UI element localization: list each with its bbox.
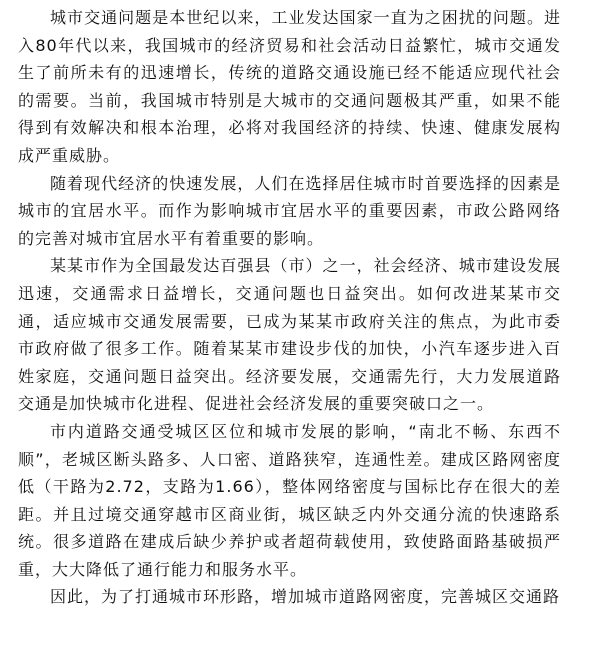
- paragraph-1: 城市交通问题是本世纪以来，工业发达国家一直为之困扰的问题。进入80年代以来，我国城市的经济贸易和社会活动日益繁忙，城市交通发生了前所未有的迅速增长，传统的道路交通设施已经不能适应现代社会的需要。当前，我国城市特别是大城市的交通问题极其严重，如果不能得到有效解决和根本治理，必将对我国经济的持续、快速、健康发展构成严重威胁。: [18, 8, 561, 165]
- paragraph-3: 某某市作为全国最发达百强县（市）之一，社会经济、城市建设发展迅速，交通需求日益增长，交通问题也日益突出。如何改进某某市交通，适应城市交通发展需要，已成为某某市政府关注的焦点，为此市委市政府做了很多工作。随着某某市建设步伐的加快，小汽车逐步进入百姓家庭，交通问题日益突出。经济要发展，交通需先行，大力发展道路交通是加快城市化进程、促进社会经济发展的重要突破口之一。: [18, 256, 561, 414]
- paragraph-5: 因此，为了打通城市环形路，增加城市道路网密度，完善城区交通路: [50, 587, 561, 607]
- paragraph-2: 随着现代经济的快速发展，人们在选择居住城市时首要选择的因素是城市的宜居水平。而作为影响城市宜居水平的重要因素，市政公路网络的完善对城市宜居水平有着重要的影响。: [18, 173, 561, 248]
- paragraph-4: 市内道路交通受城区区位和城市发展的影响，“南北不畅、东西不顺”，老城区断头路多、人口密、道路狭窄，连通性差。建成区路网密度低（干路为2.72，支路为1.66），整体网络密度与国标比存在很大的差距。并且过境交通穿越市区商业街，城区缺乏内外交通分流的快速路系统。很多道路在建成后缺少养护或者超荷载使用，致使路面路基破损严重，大大降低了通行能力和服务水平。: [18, 421, 561, 579]
